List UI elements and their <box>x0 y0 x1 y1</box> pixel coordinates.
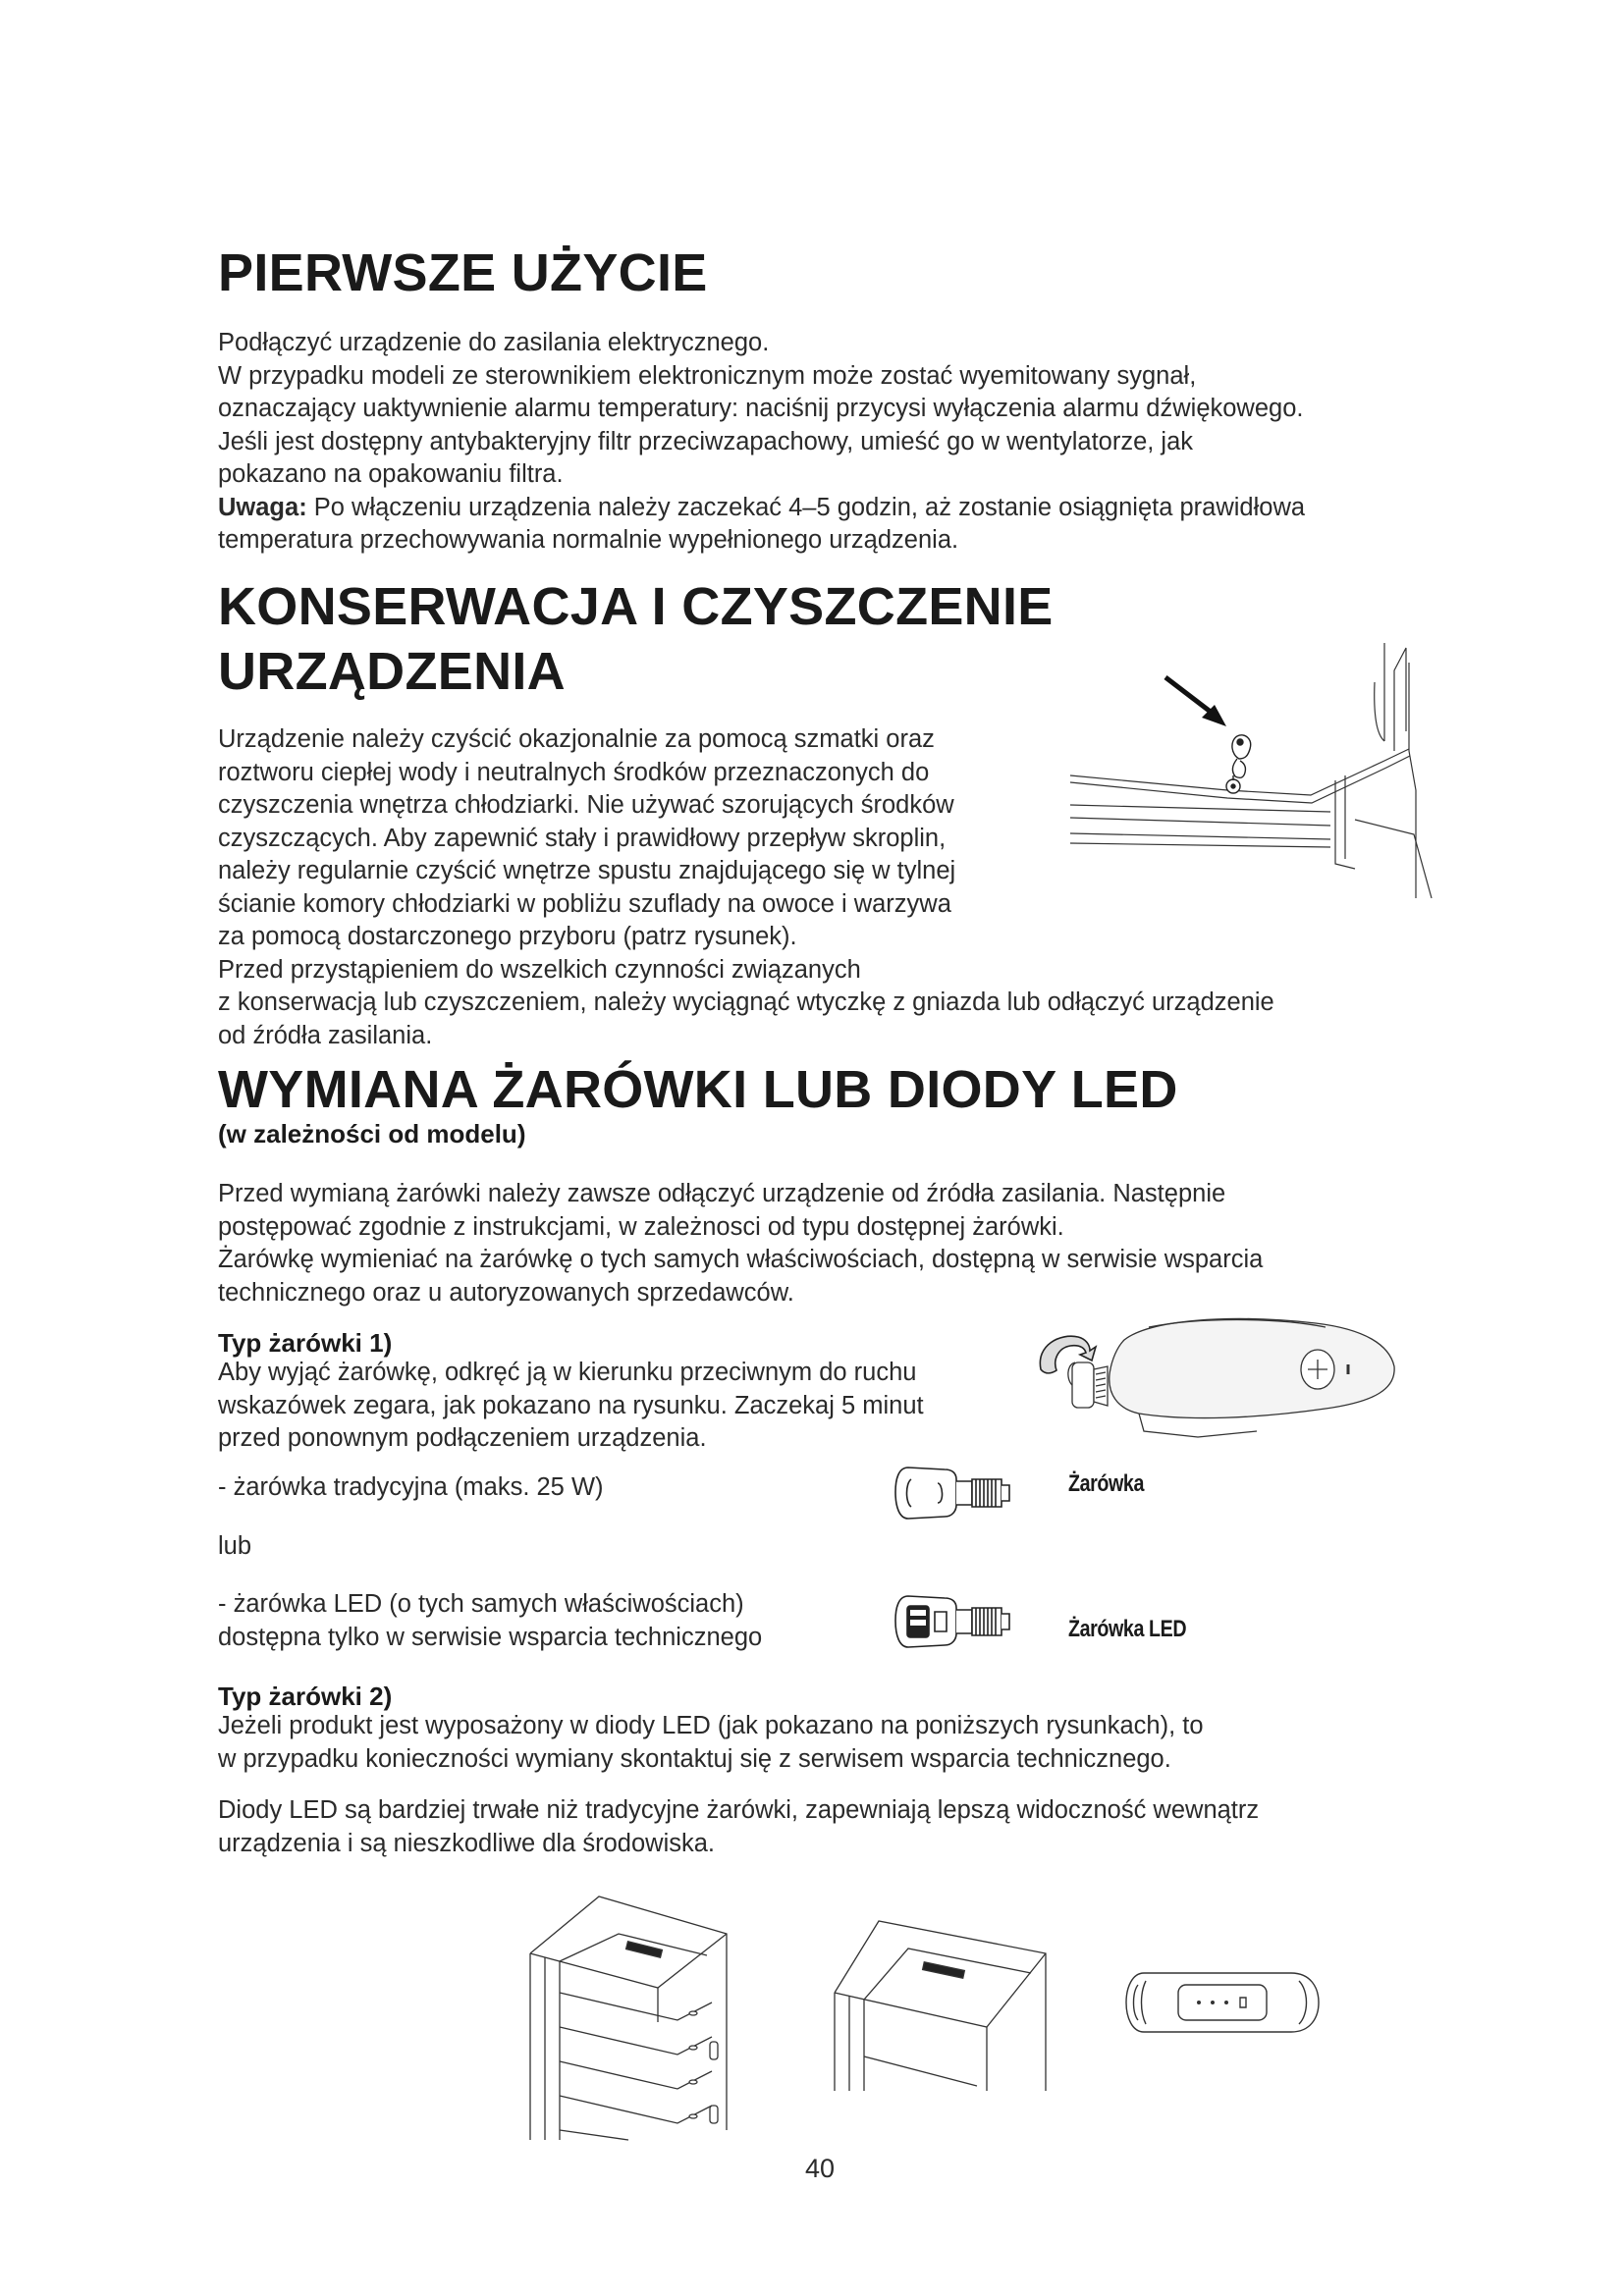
text-line: Żarówkę wymieniać na żarówkę o tych samych właściwościach, dostępną w serwisie wsparcia <box>218 1246 1264 1273</box>
traditional-bulb-icon <box>893 1460 1041 1528</box>
text-line: w przypadku konieczności wymiany skontaktuj się z serwisem wsparcia technicznego. <box>218 1744 1171 1773</box>
text-line: urządzenia i są nieszkodliwe dla środowiska. <box>218 1829 716 1857</box>
type1-text <box>218 1357 1003 1456</box>
text-line: roztworu ciepłej wody i neutralnych środków przeznaczonych do <box>218 758 930 786</box>
led-bulb-icon <box>893 1588 1041 1657</box>
text-line: wskazówek zegara, jak pokazano na rysunku. Zaczekaj 5 minut <box>218 1391 924 1419</box>
or-text: lub <box>218 1532 252 1560</box>
text-line: Jeśli jest dostępny antybakteryjny filtr przeciwzapachowy, umieść go w wentylatorze, jak <box>218 427 1194 455</box>
text-line: czyszczących. Aby zapewnić stały i prawidłowy przepływ skroplin, <box>218 824 947 852</box>
bulb-intro-text <box>218 1178 1426 1309</box>
text-line: Przed wymianą żarówki należy zawsze odłączyć urządzenie od źródła zasilania. Następnie <box>218 1180 1226 1207</box>
text-line: Diody LED są bardziej trwałe niż tradycyjne żarówki, zapewniają lepszą widoczność wewnątrz <box>218 1796 1260 1824</box>
led-module-illustration <box>1124 1963 1321 2042</box>
text-line: Urządzenie należy czyścić okazjonalnie za pomocą szmatki oraz <box>218 725 935 753</box>
type1-heading: Typ żarówki 1) <box>218 1328 393 1358</box>
type2-text <box>218 1710 1426 1776</box>
text-line: postępować zgodnie z instrukcjami, w zależnosci od typu dostępnej żarówki. <box>218 1212 1064 1241</box>
note-line <box>218 492 1426 525</box>
note-text: Po włączeniu urządzenia należy zaczekać 4–5 godzin, aż zostanie osiągnięta prawidłowa <box>306 493 1306 521</box>
section-title-maintenance: KONSERWACJA I CZYSZCZENIE <box>218 577 1054 636</box>
led-bulb-label: Żarówka LED <box>1068 1616 1187 1642</box>
text-line: od źródła zasilania. <box>218 1021 433 1049</box>
text-line: pokazano na opakowaniu filtra. <box>218 460 564 488</box>
text-line: Jeżeli produkt jest wyposażony w diody LED (jak pokazano na poniższych rysunkach), to <box>218 1712 1204 1739</box>
text-line: - żarówka LED (o tych samych właściwościach) <box>218 1590 744 1618</box>
text-line: czyszczenia wnętrza chłodziarki. Nie używać szorujących środków <box>218 791 954 819</box>
drain-cleaning-illustration <box>1060 643 1434 918</box>
section-title-maintenance-line2: URZĄDZENIA <box>218 642 566 701</box>
first-use-text <box>218 327 1426 558</box>
page-number: 40 <box>804 2154 836 2183</box>
text-line: oznaczający uaktywnienie alarmu temperatury: naciśnij przycysi wyłączenia alarmu dźwiękowego. <box>218 395 1304 422</box>
text-line: W przypadku modeli ze sterownikiem elektronicznym może zostać wyemitowany sygnał, <box>218 361 1197 390</box>
note-label: Uwaga: <box>218 493 307 521</box>
led-bulb-text <box>218 1588 905 1654</box>
text-line: Przed przystąpieniem do wszelkich czynności związanych <box>218 955 861 984</box>
section-title-bulb-replacement: WYMIANA ŻARÓWKI LUB DIODY LED <box>218 1060 1178 1119</box>
fridge-interior-led-illustration <box>520 1895 736 2140</box>
type2-heading: Typ żarówki 2) <box>218 1682 393 1711</box>
section-subtitle: (w zależności od modelu) <box>218 1119 526 1148</box>
lamp-housing-illustration <box>1031 1315 1404 1443</box>
text-line: ścianie komory chłodziarki w pobliżu szuflady na owoce i warzywa <box>218 889 951 918</box>
text-line: za pomocą dostarczonego przyboru (patrz rysunek). <box>218 923 797 950</box>
text-line: Aby wyjąć żarówkę, odkręć ją w kierunku przeciwnym do ruchu <box>218 1359 917 1386</box>
text-line: dostępna tylko w serwisie wsparcia technicznego <box>218 1623 763 1651</box>
text-line: Podłączyć urządzenie do zasilania elektrycznego. <box>218 329 770 356</box>
text-line: technicznego oraz u autoryzowanych sprzedawców. <box>218 1278 794 1307</box>
note-line: temperatura przechowywania normalnie wypełnionego urządzenia. <box>218 526 959 554</box>
section-title-first-use: PIERWSZE UŻYCIE <box>218 243 708 302</box>
led-info-text <box>218 1794 1426 1860</box>
text-line: z konserwacją lub czyszczeniem, należy wyciągnąć wtyczkę z gniazda lub odłączyć urządzenie <box>218 988 1274 1016</box>
fridge-top-led-illustration <box>830 1919 1051 2091</box>
traditional-bulb-text: - żarówka tradycyjna (maks. 25 W) <box>218 1473 604 1501</box>
text-line: należy regularnie czyścić wnętrze spustu znajdującego się w tylnej <box>218 857 956 884</box>
bulb-label: Żarówka <box>1068 1470 1144 1497</box>
text-line: przed ponownym podłączeniem urządzenia. <box>218 1424 707 1452</box>
